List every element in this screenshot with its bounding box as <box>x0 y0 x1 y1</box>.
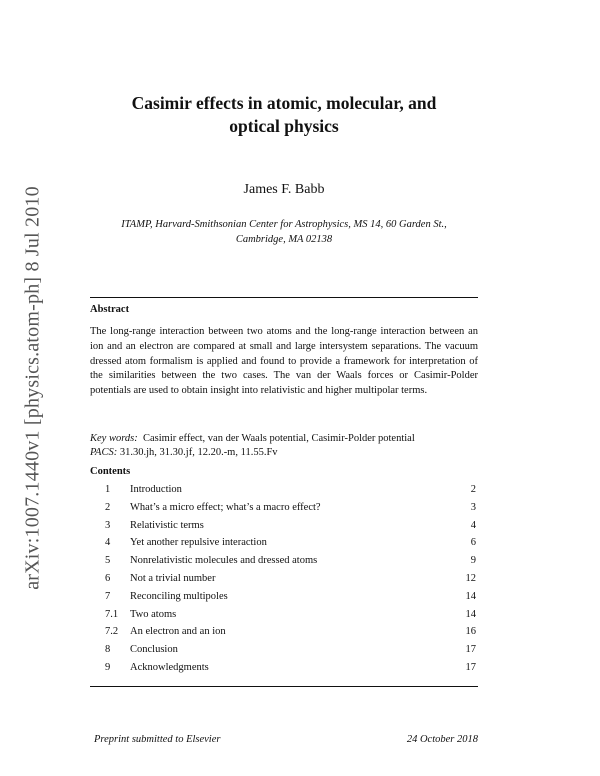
affiliation-line-1: ITAMP, Harvard-Smithsonian Center for Astrophysics, MS 14, 60 Garden St., <box>121 219 447 230</box>
toc-entry-title: Introduction <box>130 484 182 495</box>
arxiv-stamp: arXiv:1007.1440v1 [physics.atom-ph] 8 Jul 2010 <box>21 186 44 590</box>
toc-entry[interactable] <box>90 520 478 538</box>
toc-entry-page: 2 <box>470 484 476 495</box>
toc-entry-number: 2 <box>105 501 111 513</box>
paper-title <box>90 92 478 138</box>
toc-entry-page: 6 <box>470 537 476 549</box>
toc-entry[interactable] <box>90 626 478 644</box>
toc-entry[interactable] <box>90 484 478 502</box>
toc-entry-title: Two atoms <box>130 608 177 620</box>
toc-entry-page: 17 <box>465 644 476 656</box>
abstract-heading: Abstract <box>90 304 130 315</box>
toc-entry-number: 7 <box>105 590 111 602</box>
toc-entry-page: 12 <box>465 572 476 584</box>
toc-entry-title: Not a trivial number <box>130 572 216 584</box>
toc-entry-title: Reconciling multipoles <box>130 590 228 602</box>
toc-entry[interactable] <box>90 609 478 627</box>
abstract-text: The long-range interaction between two atoms and the long-range interaction between an ion and an electron are compared at small and large intersystem separations. The vacuum dressed atom formalism is applied and found to provide a framework for interpretation of the similarities between the two cases. The van der Waals forces or Casimir-Polder potentials are used to obtain insight into relativistic and higher multipolar terms. <box>90 326 478 397</box>
toc-entry-title: Yet another repulsive interaction <box>130 537 267 549</box>
toc-entry-title: Conclusion <box>130 644 178 656</box>
toc-entry-page: 14 <box>465 590 476 602</box>
title-line-2: optical physics <box>229 116 339 136</box>
toc-entry[interactable] <box>90 573 478 591</box>
toc-entry-page: 14 <box>465 608 476 620</box>
keywords-label: Key words: <box>90 433 138 444</box>
table-of-contents <box>90 484 478 680</box>
toc-entry-number: 7.1 <box>105 608 119 620</box>
toc-entry-title: An electron and an ion <box>130 626 226 638</box>
toc-entry[interactable] <box>90 662 478 680</box>
abstract-top-rule <box>90 297 478 298</box>
toc-entry-page: 9 <box>470 555 476 567</box>
abstract-bottom-rule <box>90 686 478 687</box>
toc-entry-title: Acknowledgments <box>130 661 209 673</box>
pacs-label: PACS: <box>90 447 118 458</box>
toc-entry-title: Relativistic terms <box>130 519 204 531</box>
toc-entry-number: 7.2 <box>105 626 119 638</box>
keywords-line <box>90 432 478 446</box>
toc-entry-number: 6 <box>105 572 111 584</box>
pacs-line <box>90 446 478 460</box>
toc-entry[interactable] <box>90 555 478 573</box>
affiliation-line-2: Cambridge, MA 02138 <box>235 234 333 245</box>
pacs-text: 31.30.jh, 31.30.jf, 12.20.-m, 11.55.Fv <box>119 447 278 458</box>
footer-date: 24 October 2018 <box>406 734 478 745</box>
toc-entry[interactable] <box>90 644 478 662</box>
toc-entry-number: 8 <box>105 644 111 656</box>
affiliation <box>90 217 478 247</box>
toc-entry-number: 1 <box>105 484 111 495</box>
toc-entry-page: 3 <box>470 501 476 513</box>
contents-heading: Contents <box>90 466 131 477</box>
toc-entry-page: 4 <box>470 519 476 531</box>
toc-entry-title: What’s a micro effect; what’s a macro effect? <box>130 501 321 513</box>
toc-entry-number: 4 <box>105 537 111 549</box>
author: James F. Babb <box>243 182 325 197</box>
footer-preprint: Preprint submitted to Elsevier <box>94 734 221 745</box>
toc-entry[interactable] <box>90 591 478 609</box>
toc-entry-page: 16 <box>465 626 476 638</box>
toc-entry-number: 9 <box>105 661 111 673</box>
toc-entry-number: 3 <box>105 519 111 531</box>
keywords-block <box>90 432 478 460</box>
toc-entry-page: 17 <box>465 661 476 673</box>
toc-entry[interactable] <box>90 502 478 520</box>
title-line-1: Casimir effects in atomic, molecular, and <box>131 93 437 113</box>
toc-entry[interactable] <box>90 537 478 555</box>
toc-entry-title: Nonrelativistic molecules and dressed atoms <box>130 555 318 567</box>
toc-entry-number: 5 <box>105 555 111 567</box>
keywords-text: Casimir effect, van der Waals potential, Casimir-Polder potential <box>142 433 415 444</box>
